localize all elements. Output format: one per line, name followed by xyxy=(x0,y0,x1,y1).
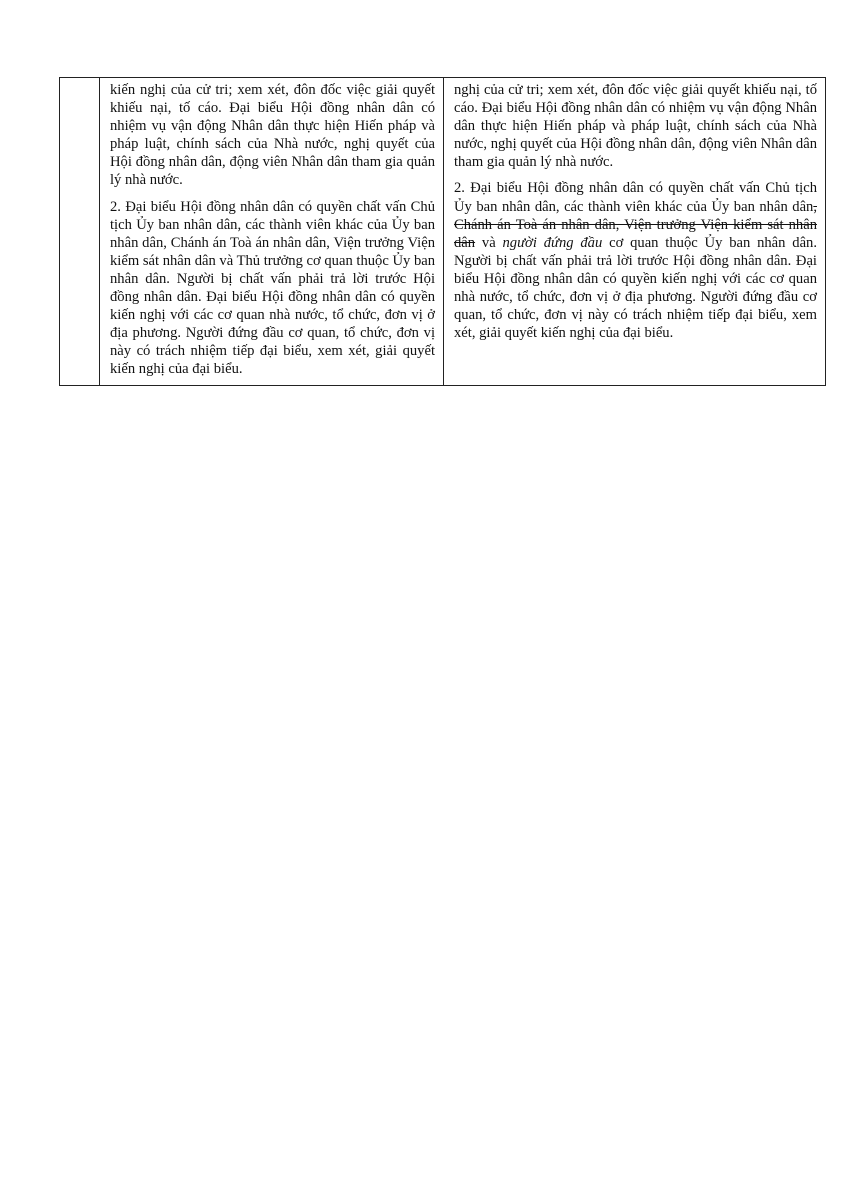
deleted-text: , Chánh án Toà án nhân dân, Viện trưởng Viện kiểm sát nhân dân xyxy=(454,198,817,251)
draft-law-text xyxy=(444,78,825,348)
draft-text-segment: cơ quan thuộc Ủy ban nhân dân. Người bị chất vấn phải trả lời trước Hội đồng nhân dân. Đại biểu Hội đồng nhân dân có quyền kiến nghị với các cơ quan nhà nước, tổ chức, đơn vị ở địa phương. Người đứng đầu cơ quan, tổ chức, đơn vị này có trách nhiệm tiếp đại biểu, xem xét, giải quyết kiến nghị của đại biểu. xyxy=(454,234,817,342)
current-law-cell xyxy=(100,78,444,386)
draft-text-segment: 2. Đại biểu Hội đồng nhân dân có quyền chất vấn Chủ tịch Ủy ban nhân dân, các thành viên khác của Ủy ban nhân dân xyxy=(454,180,817,215)
current-law-text xyxy=(100,78,443,385)
draft-text-segment: và xyxy=(475,234,503,251)
row-number-text xyxy=(60,78,99,87)
draft-law-paragraph-2 xyxy=(454,179,817,342)
draft-law-cell xyxy=(444,78,826,386)
current-law-paragraph-2: 2. Đại biểu Hội đồng nhân dân có quyền chất vấn Chủ tịch Ủy ban nhân dân, các thành viên khác của Ủy ban nhân dân, Chánh án Toà án nhân dân, Viện trưởng Viện kiểm sát nhân dân và Thủ trưởng cơ quan thuộc Ủy ban nhân dân. Người bị chất vấn phải trả lời trước Hội đồng nhân dân. Đại biểu Hội đồng nhân dân có quyền kiến nghị với các cơ quan nhà nước, tổ chức, đơn vị ở địa phương. Người đứng đầu cơ quan, tổ chức, đơn vị này có trách nhiệm tiếp đại biểu, xem xét, giải quyết kiến nghị của đại biểu. xyxy=(110,198,436,378)
current-law-paragraph-1: kiến nghị của cử tri; xem xét, đôn đốc việc giải quyết khiếu nại, tố cáo. Đại biểu Hội đồng nhân dân có nhiệm vụ vận động Nhân dân thực hiện Hiến pháp và pháp luật, chính sách của Nhà nước, nghị quyết của Hội đồng nhân dân, động viên Nhân dân tham gia quản lý nhà nước. xyxy=(110,82,435,189)
table-row xyxy=(60,78,826,386)
draft-law-paragraph-1: nghị của cử tri; xem xét, đôn đốc việc giải quyết khiếu nại, tố cáo. Đại biểu Hội đồng nhân dân có nhiệm vụ vận động Nhân dân thực hiện Hiến pháp và pháp luật, chính sách của Nhà nước, nghị quyết của Hội đồng nhân dân, động viên Nhân dân tham gia quản lý nhà nước. xyxy=(454,82,817,171)
comparison-table xyxy=(59,77,826,386)
row-number-cell xyxy=(60,78,100,386)
inserted-text: người đứng đầu xyxy=(502,234,603,251)
